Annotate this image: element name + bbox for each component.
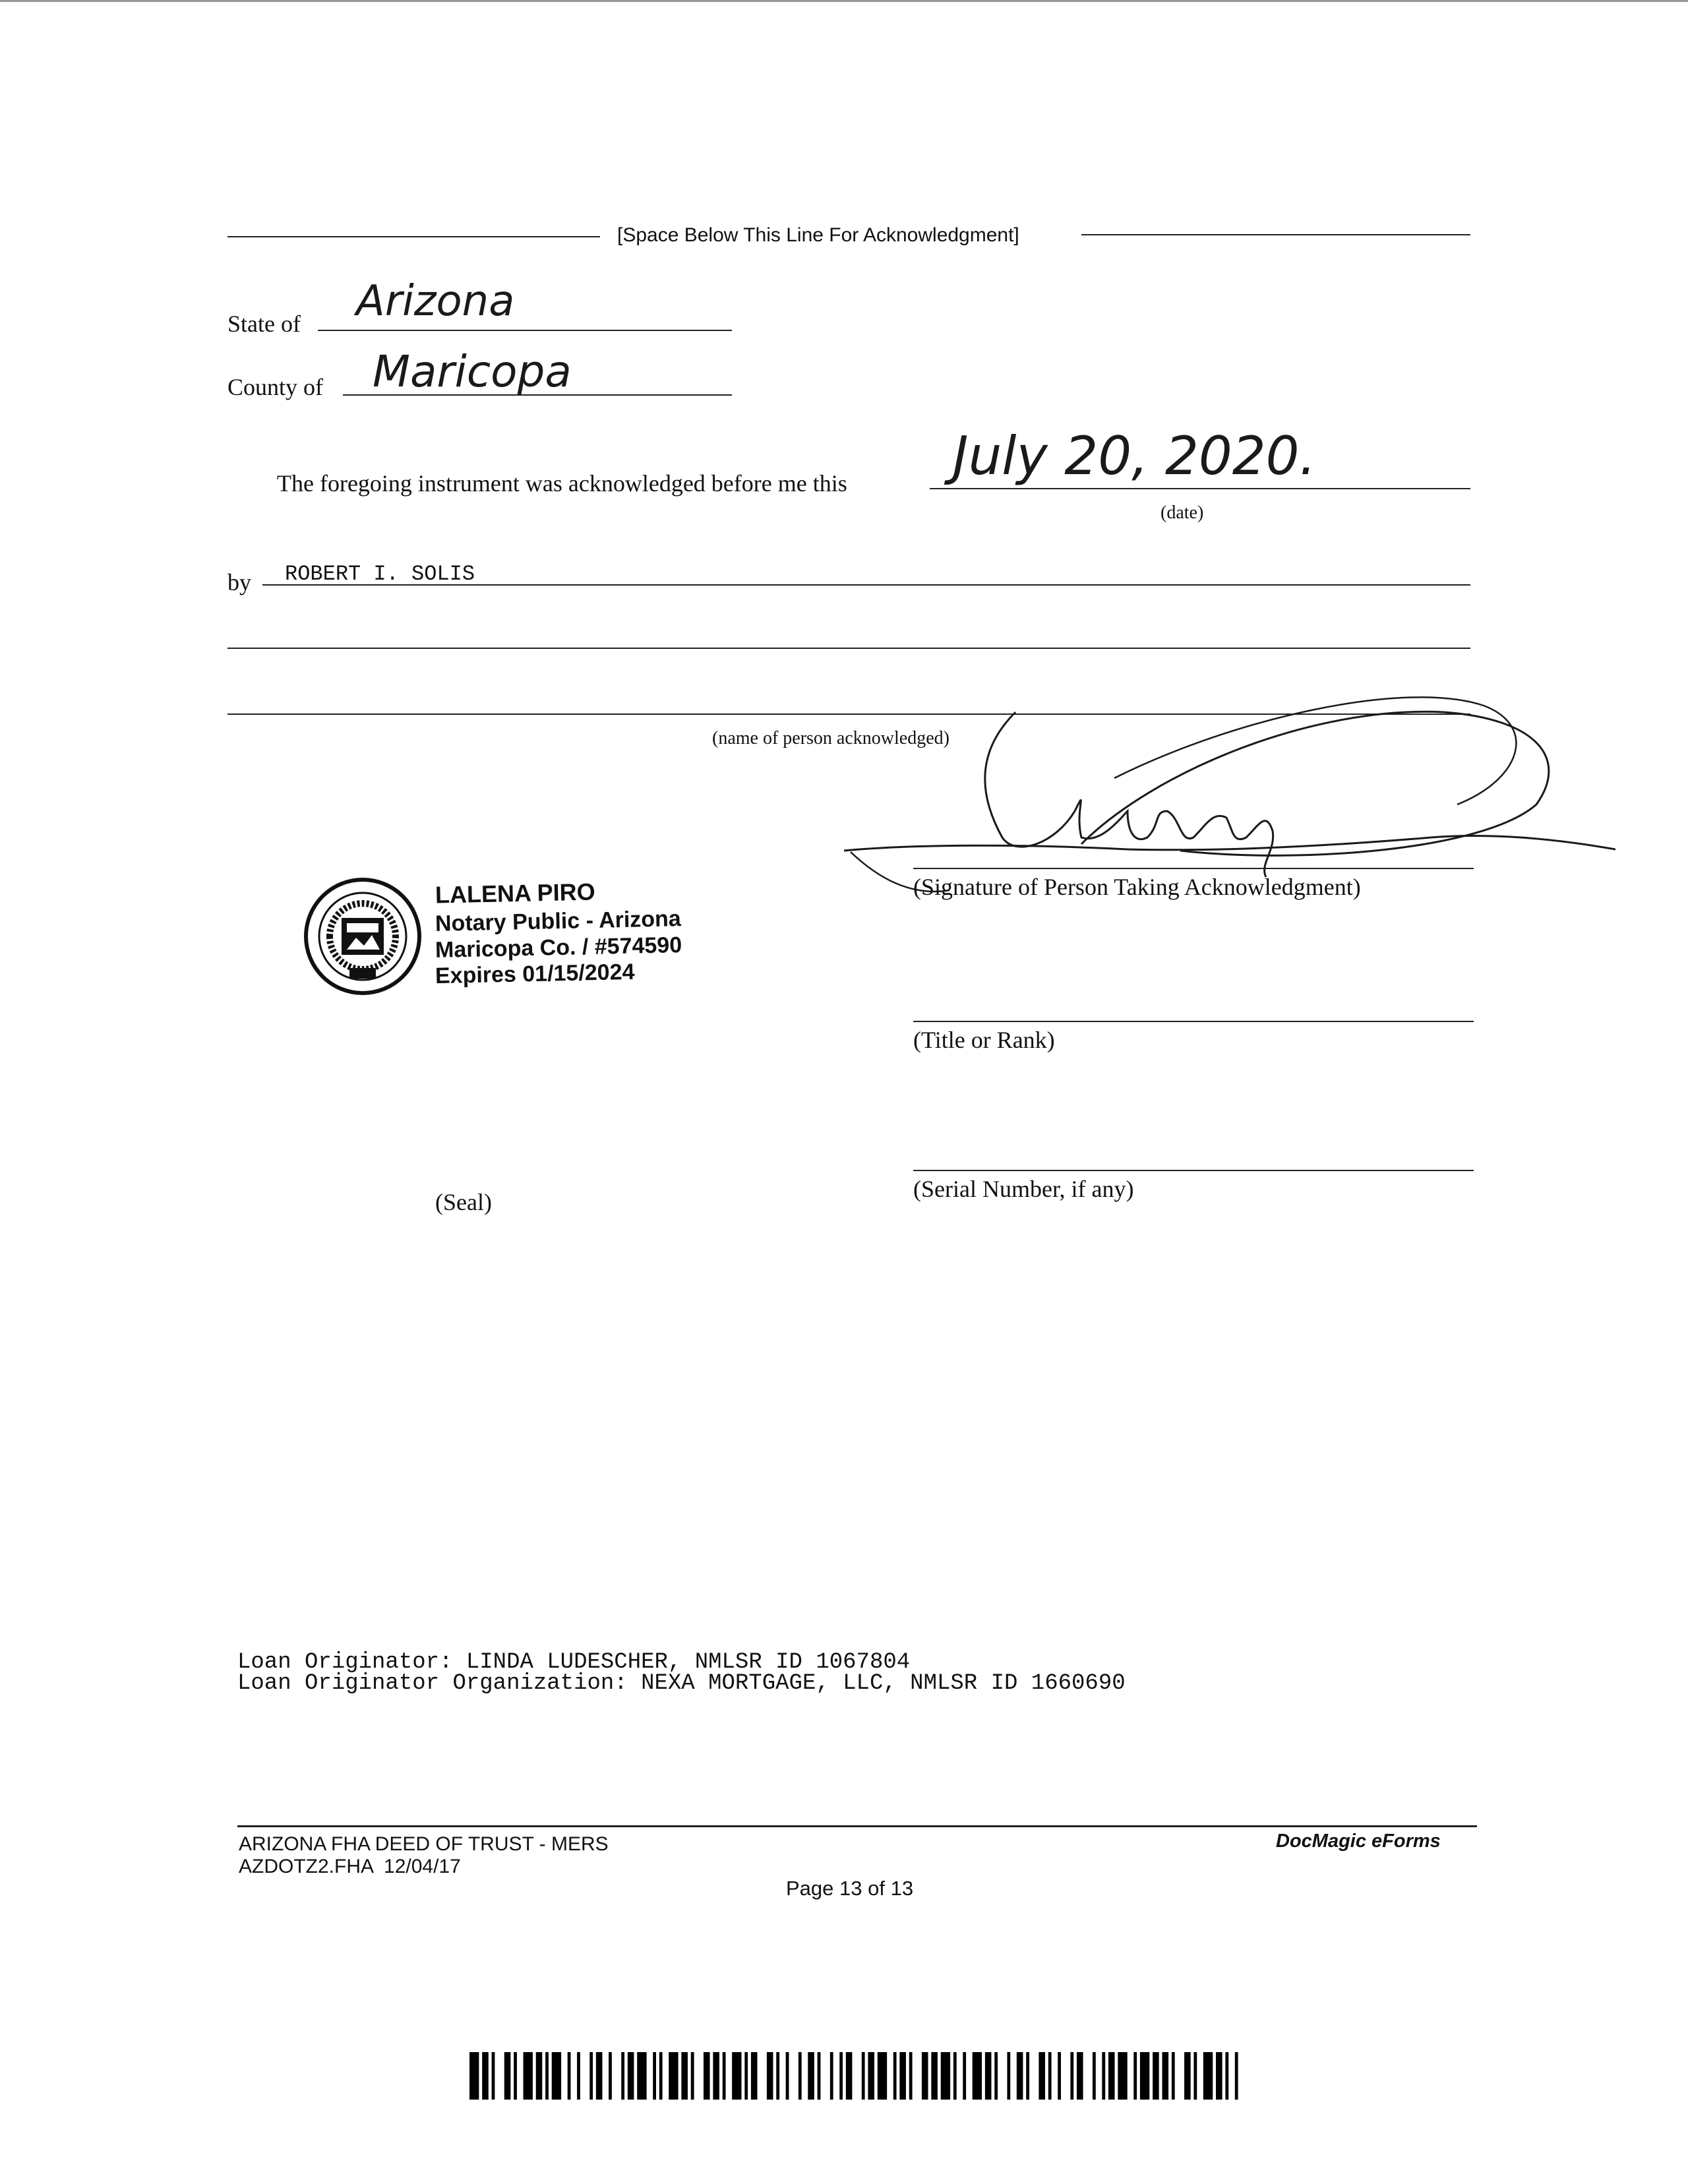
- notary-county: Maricopa Co. / #574590: [435, 932, 682, 963]
- barcode-bar: [1140, 2052, 1149, 2100]
- barcode-bar: [469, 2052, 479, 2100]
- barcode-bar: [786, 2052, 789, 2100]
- serial-line: [913, 1170, 1474, 1171]
- barcode-bar: [799, 2052, 802, 2100]
- barcode-bar: [744, 2052, 748, 2100]
- page-number: Page 13 of 13: [786, 1877, 914, 1900]
- notary-title: Notary Public - Arizona: [435, 906, 682, 936]
- barcode-bar: [899, 2052, 906, 2100]
- loan-originator-org: Loan Originator Organization: NEXA MORTGAGE, LLC, NMLSR ID 1660690: [237, 1671, 1126, 1696]
- barcode-bar: [691, 2052, 694, 2100]
- barcode-bar: [589, 2052, 593, 2100]
- signature-line: [913, 868, 1474, 869]
- state-value: Arizona: [356, 277, 515, 326]
- ack-separator-label: [Space Below This Line For Acknowledgment]: [617, 224, 1019, 246]
- by-line: [262, 584, 1470, 586]
- barcode-bar: [568, 2052, 571, 2100]
- by-value: ROBERT I. SOLIS: [285, 562, 475, 586]
- barcode-bar: [552, 2052, 561, 2100]
- county-line: [343, 394, 732, 396]
- barcode-bar: [1118, 2052, 1127, 2100]
- barcode-bar: [839, 2052, 843, 2100]
- barcode-bar: [985, 2052, 992, 2100]
- barcode-bar: [1133, 2052, 1137, 2100]
- barcode-bar: [713, 2052, 719, 2100]
- footer-form-title: ARIZONA FHA DEED OF TRUST - MERS: [239, 1833, 609, 1855]
- barcode-bar: [953, 2052, 957, 2100]
- name-line-2: [227, 648, 1470, 649]
- ack-intro-text: The foregoing instrument was acknowledged before me this: [277, 470, 847, 497]
- barcode-bar: [1077, 2052, 1083, 2100]
- seal-caption: (Seal): [435, 1189, 492, 1215]
- footer-rule: [237, 1825, 1477, 1827]
- barcode-bar: [994, 2052, 998, 2100]
- barcode-bar: [492, 2052, 495, 2100]
- barcode-bar: [922, 2052, 928, 2100]
- barcode-bar: [1184, 2052, 1191, 2100]
- barcode-bar: [1048, 2052, 1052, 2100]
- name-caption: (name of person acknowledged): [712, 728, 950, 748]
- barcode-bar: [1172, 2052, 1175, 2100]
- by-label: by: [227, 569, 251, 595]
- date-caption: (date): [1160, 502, 1204, 523]
- barcode-bar: [973, 2052, 982, 2100]
- barcode-bar: [862, 2052, 865, 2100]
- footer-form-code: AZDOTZ2.FHA 12/04/17: [239, 1856, 461, 1877]
- barcode-bar: [653, 2052, 656, 2100]
- signature-caption: (Signature of Person Taking Acknowledgment): [913, 874, 1361, 900]
- barcode-bar: [1007, 2052, 1010, 2100]
- barcode-bar: [514, 2052, 517, 2100]
- serial-caption: (Serial Number, if any): [913, 1176, 1134, 1202]
- barcode-bar: [524, 2052, 533, 2100]
- county-value: Maricopa: [373, 346, 572, 397]
- barcode-bar: [482, 2052, 489, 2100]
- barcode-bar: [732, 2052, 741, 2100]
- barcode-bar: [909, 2052, 913, 2100]
- barcode-bar: [751, 2052, 758, 2100]
- barcode-bar: [1102, 2052, 1105, 2100]
- ack-separator-left: [227, 236, 600, 237]
- barcode-bar: [609, 2052, 612, 2100]
- barcode-bar: [1070, 2052, 1073, 2100]
- barcode-bar: [1017, 2052, 1023, 2100]
- barcode-bar: [1039, 2052, 1045, 2100]
- barcode-bar: [846, 2052, 853, 2100]
- county-label: County of: [227, 374, 324, 400]
- title-caption: (Title or Rank): [913, 1027, 1055, 1053]
- barcode-bar: [963, 2052, 966, 2100]
- barcode-bar: [1093, 2052, 1096, 2100]
- barcode-bar: [669, 2052, 678, 2100]
- state-seal-icon: [303, 877, 422, 996]
- barcode-bar: [596, 2052, 603, 2100]
- footer-brand: DocMagic eForms: [1276, 1831, 1441, 1852]
- barcode-bar: [1216, 2052, 1222, 2100]
- barcode-bar: [628, 2052, 634, 2100]
- barcode-bar: [1108, 2052, 1115, 2100]
- barcode-bar: [1193, 2052, 1197, 2100]
- barcode-bar: [931, 2052, 938, 2100]
- barcode-bar: [577, 2052, 580, 2100]
- barcode: [469, 2052, 1248, 2100]
- barcode-bar: [1225, 2052, 1228, 2100]
- barcode-bar: [878, 2052, 887, 2100]
- barcode-bar: [830, 2052, 833, 2100]
- barcode-bar: [868, 2052, 874, 2100]
- barcode-bar: [704, 2052, 710, 2100]
- barcode-bar: [504, 2052, 511, 2100]
- loan-originator: Loan Originator: LINDA LUDESCHER, NMLSR ID 1067804: [237, 1650, 911, 1675]
- barcode-bar: [723, 2052, 726, 2100]
- barcode-bar: [818, 2052, 821, 2100]
- barcode-bar: [1235, 2052, 1238, 2100]
- state-label: State of: [227, 311, 301, 337]
- date-value: July 20, 2020.: [953, 425, 1316, 487]
- barcode-bar: [1058, 2052, 1061, 2100]
- state-line: [318, 330, 732, 331]
- barcode-bar: [893, 2052, 897, 2100]
- title-line: [913, 1021, 1474, 1022]
- barcode-bar: [659, 2052, 663, 2100]
- barcode-bar: [776, 2052, 779, 2100]
- barcode-bar: [1203, 2052, 1213, 2100]
- barcode-bar: [767, 2052, 773, 2100]
- notary-name: LALENA PIRO: [435, 878, 596, 909]
- barcode-bar: [545, 2052, 549, 2100]
- barcode-bar: [808, 2052, 814, 2100]
- ack-separator-right: [1081, 234, 1470, 235]
- page-top-border: [0, 0, 1688, 2]
- barcode-bar: [621, 2052, 624, 2100]
- notary-expires: Expires 01/15/2024: [435, 959, 635, 989]
- barcode-bar: [1162, 2052, 1168, 2100]
- barcode-bar: [941, 2052, 950, 2100]
- date-line: [930, 488, 1470, 489]
- barcode-bar: [681, 2052, 688, 2100]
- barcode-bar: [1153, 2052, 1159, 2100]
- barcode-bar: [536, 2052, 543, 2100]
- barcode-bar: [1026, 2052, 1029, 2100]
- barcode-bar: [637, 2052, 646, 2100]
